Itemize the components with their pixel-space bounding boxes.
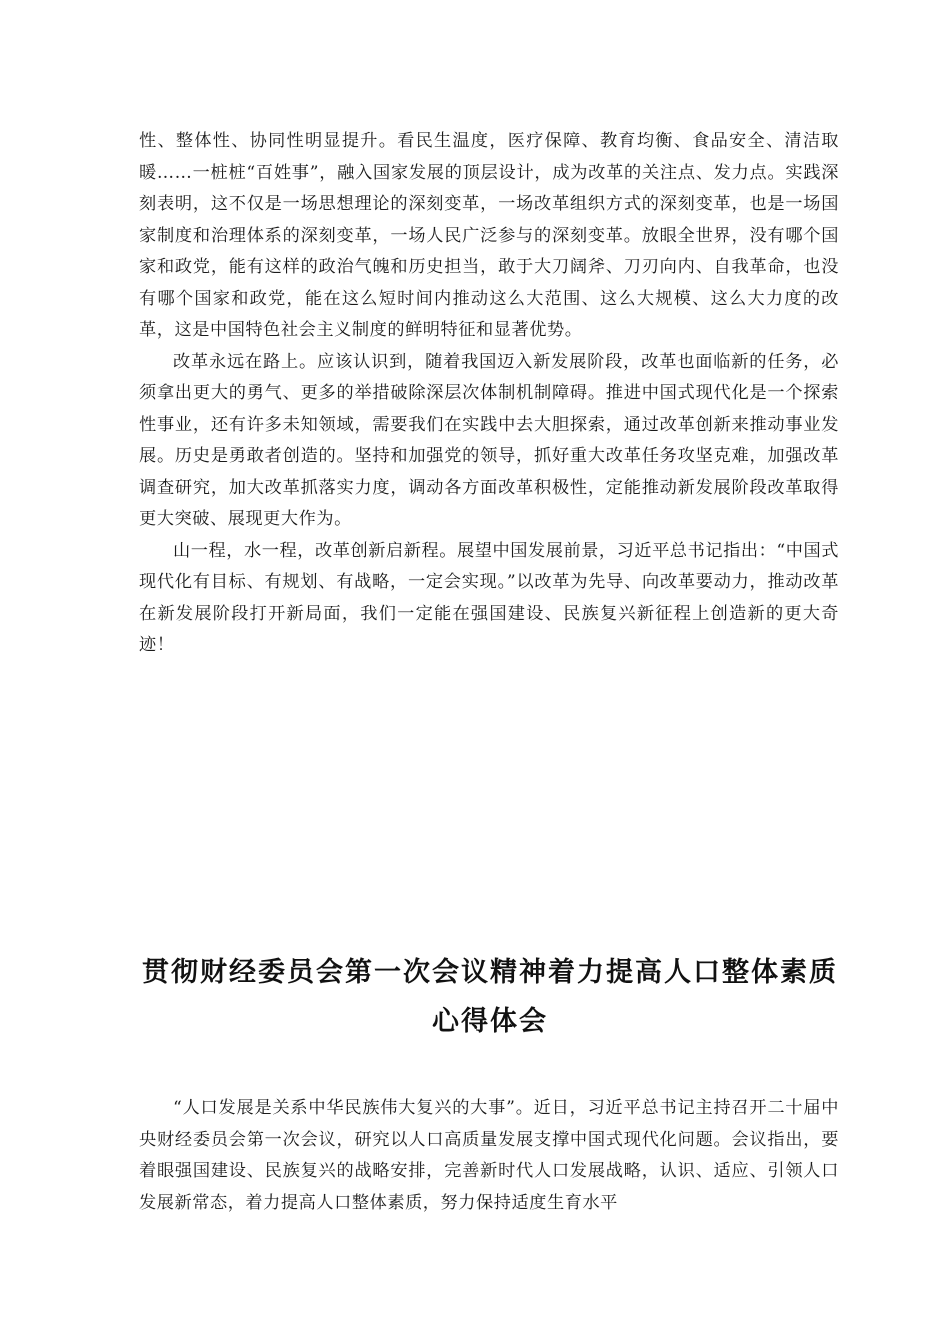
article-body [139, 1093, 839, 1219]
paragraph-reform-on-road: 改革永远在路上。应该认识到，随着我国迈入新发展阶段，改革也面临新的任务，必须拿出更大的勇气、更多的举措破除深层次体制机制障碍。推进中国式现代化是一个探索性事业，还有许多未知领域，需要我们在实践中去大胆探索，通过改革创新来推动事业发展。历史是勇敢者创造的。坚持和加强党的领导，抓好重大改革任务攻坚克难，加强改革调查研究，加大改革抓落实力度，调动各方面改革积极性，定能推动新发展阶段改革取得更大突破、展现更大作为。 [139, 351, 839, 529]
paragraph-population-development: “人口发展是关系中华民族伟大复兴的大事”。近日，习近平总书记主持召开二十届中央财经委员会第一次会议，研究以人口高质量发展支撑中国式现代化问题。会议指出，要着眼强国建设、民族复兴的战略安排，完善新时代人口发展战略，认识、适应、引领人口发展新常态，着力提高人口整体素质，努力保持适度生育水平 [139, 1098, 839, 1213]
article-title-line-2: 心得体会 [432, 1006, 548, 1037]
paragraph-new-journey: 山一程，水一程，改革创新启新程。展望中国发展前景，习近平总书记指出：“中国式现代化有目标、有规划、有战略，一定会实现。”以改革为先导、向改革要动力，推动改革在新发展阶段打开新局面，我们一定能在强国建设、民族复兴新征程上创造新的更大奇迹！ [139, 540, 839, 655]
paragraph-continued: 性、整体性、协同性明显提升。看民生温度，医疗保障、教育均衡、食品安全、清洁取暖……一桩桩“百姓事”，融入国家发展的顶层设计，成为改革的关注点、发力点。实践深刻表明，这不仅是一场思想理论的深刻变革，一场改革组织方式的深刻变革，也是一场国家制度和治理体系的深刻变革，一场人民广泛参与的深刻变革。放眼全世界，没有哪个国家和政党，能有这样的政治气魄和历史担当，敢于大刀阔斧、刀刃向内、自我革命，也没有哪个国家和政党，能在这么短时间内推动这么大范围、这么大规模、这么大力度的改革，这是中国特色社会主义制度的鲜明特征和显著优势。 [139, 131, 839, 340]
article-title [120, 948, 860, 1046]
article-continuation [139, 126, 839, 662]
article-title-line-1: 贯彻财经委员会第一次会议精神着力提高人口整体素质 [142, 957, 838, 988]
